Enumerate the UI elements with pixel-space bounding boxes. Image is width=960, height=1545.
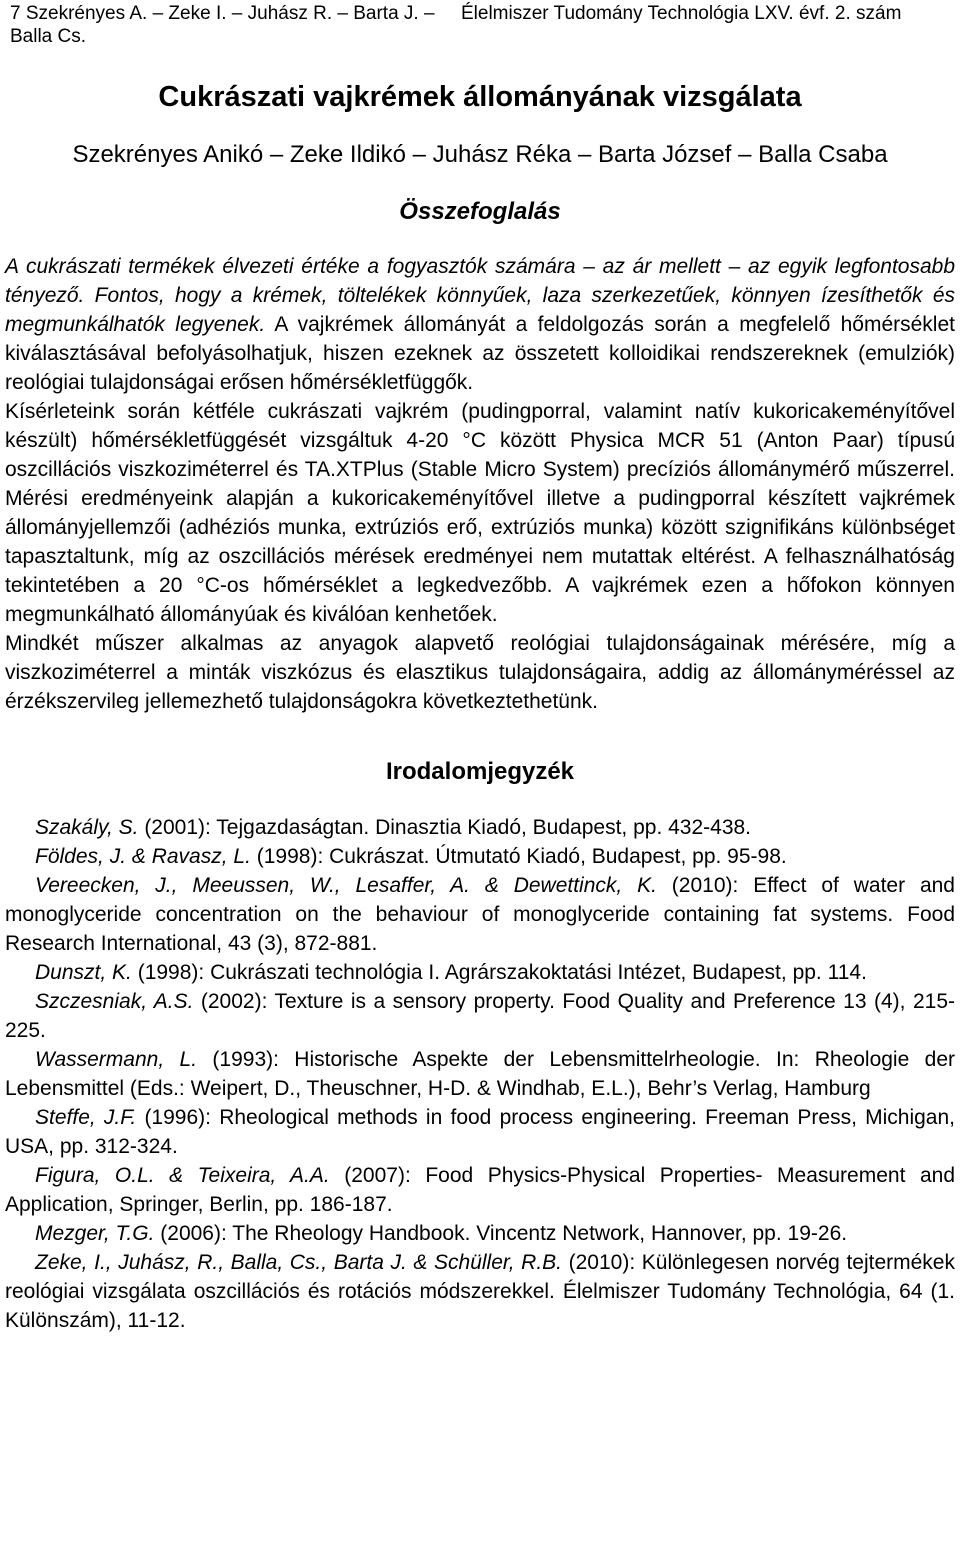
reference-authors: Földes, J. & Ravasz, L. — [35, 845, 251, 868]
reference-item — [5, 1219, 955, 1248]
reference-authors: Szczesniak, A.S. — [35, 990, 194, 1013]
running-head-right: Élelmiszer Tudomány Technológia LXV. évf. 2. szám — [461, 3, 902, 24]
reference-text: (2002): Texture is a sensory property. Food Quality and Preference 13 (4), 215-225. — [5, 990, 955, 1042]
author-list: Szekrényes Anikó – Zeke Ildikó – Juhász Réka – Barta József – Balla Csaba — [72, 141, 888, 168]
reference-text: (2010): Különlegesen norvég tejtermékek reológiai vizsgálata oszcillációs és rotációs módszerekkel. Élelmiszer Tudomány Technológia, 64 (1. Különszám), 11-12. — [5, 1251, 955, 1332]
reference-item — [5, 871, 955, 958]
reference-authors: Steffe, J.F. — [35, 1106, 137, 1129]
reference-item — [5, 842, 955, 871]
reference-authors: Dunszt, K. — [35, 961, 132, 984]
references-heading: Irodalomjegyzék — [385, 758, 575, 785]
reference-text: (2007): Food Physics-Physical Properties- Measurement and Application, Springer, Berlin, pp. 186-187. — [5, 1164, 955, 1216]
reference-item — [5, 958, 955, 987]
reference-authors: Figura, O.L. & Teixeira, A.A. — [35, 1164, 330, 1187]
reference-text: (2010): Effect of water and monoglyceride concentration on the behaviour of monoglyceride containing fat systems. Food Research International, 43 (3), 872-881. — [5, 874, 955, 955]
abstract-heading: Összefoglalás — [399, 198, 561, 225]
reference-item — [5, 987, 955, 1045]
running-head-left: 7 Szekrényes A. – Zeke I. – Juhász R. – Barta J. – Balla Cs. — [10, 3, 435, 47]
reference-text: (1998): Cukrászat. Útmutató Kiadó, Budapest, pp. 95-98. — [250, 845, 787, 868]
reference-authors: Wassermann, L. — [35, 1048, 198, 1071]
reference-text: (1996): Rheological methods in food process engineering. Freeman Press, Michigan, USA, pp. 312-324. — [5, 1106, 955, 1158]
reference-authors: Vereecken, J., Meeussen, W., Lesaffer, A. & Dewettinck, K. — [35, 874, 657, 897]
abstract-paragraph: Mindkét műszer alkalmas az anyagok alapvető reológiai tulajdonságainak mérésére, míg a viszkoziméterrel a minták viszkózus és elasztikus tulajdonságaira, addig az állományméréssel az érzékszervileg jellemezhető tulajdonságokra következtethetünk. — [5, 632, 955, 713]
reference-text: (1998): Cukrászati technológia I. Agrárszakoktatási Intézet, Budapest, pp. 114. — [131, 961, 867, 984]
paper-title: Cukrászati vajkrémek állományának vizsgálata — [158, 81, 802, 113]
reference-text: (1993): Historische Aspekte der Lebensmittelrheologie. In: Rheologie der Lebensmittel (Eds.: Weipert, D., Theuschner, H-D. & Windhab, E.L.), Behr’s Verlag, Hamburg — [5, 1048, 955, 1100]
reference-item — [5, 813, 955, 842]
reference-authors: Zeke, I., Juhász, R., Balla, Cs., Barta J. & Schüller, R.B. — [35, 1251, 563, 1274]
reference-item — [5, 1248, 955, 1335]
abstract-text: A vajkrémek állományát a feldolgozás során a megfelelő hőmérséklet kiválasztásával befolyásolhatjuk, hiszen ezeknek az összetett kolloidikai rendszereknek (emulziók) reológiai tulajdonságai erősen hőmérsékletfüggők. — [5, 313, 955, 394]
reference-authors: Szakály, S. — [35, 816, 139, 839]
reference-text: (2006): The Rheology Handbook. Vincentz Network, Hannover, pp. 19-26. — [154, 1222, 848, 1245]
reference-item — [5, 1045, 955, 1103]
abstract-paragraph: Kísérleteink során kétféle cukrászati vajkrém (pudingporral, valamint natív kukoricakeményítővel készült) hőmérsékletfüggését vizsgáltuk 4-20 °C között Physica MCR 51 (Anton Paar) típusú oszcillációs viszkoziméterrel és TA.XTPlus (Stable Micro System) precíziós állománymérő műszerrel. Mérési eredményeink alapján a kukoricakeményítővel illetve a pudingporral készített vajkrémek állományjellemzői (adhéziós munka, extrúziós erő, extrúziós munka) között szignifikáns különbséget tapasztaltunk, míg az oszcillációs mérések eredményei nem mutattak eltérést. A felhasználhatóság tekintetében a 20 °C-os hőmérséklet a legkedvezőbb. A vajkrémek ezen a hőfokon könnyen megmunkálható állományúak és kiválóan kenhetőek. — [5, 400, 955, 626]
running-head — [5, 0, 955, 52]
reference-authors: Mezger, T.G. — [35, 1222, 155, 1245]
abstract-paragraph — [5, 252, 955, 397]
reference-list — [5, 813, 955, 1335]
reference-text: (2001): Tejgazdaságtan. Dinasztia Kiadó, Budapest, pp. 432-438. — [138, 816, 752, 839]
reference-item — [5, 1161, 955, 1219]
reference-item — [5, 1103, 955, 1161]
abstract-body — [5, 252, 955, 716]
abstract-italic-text: A cukrászati termékek élvezeti értéke a fogyasztók számára – az ár mellett – az egyik legfontosabb tényező. Fontos, hogy a krémek, töltelékek könnyűek, laza szerkezetűek, könnyen ízesíthetők és megmunkálhatók legyenek. — [5, 255, 955, 336]
